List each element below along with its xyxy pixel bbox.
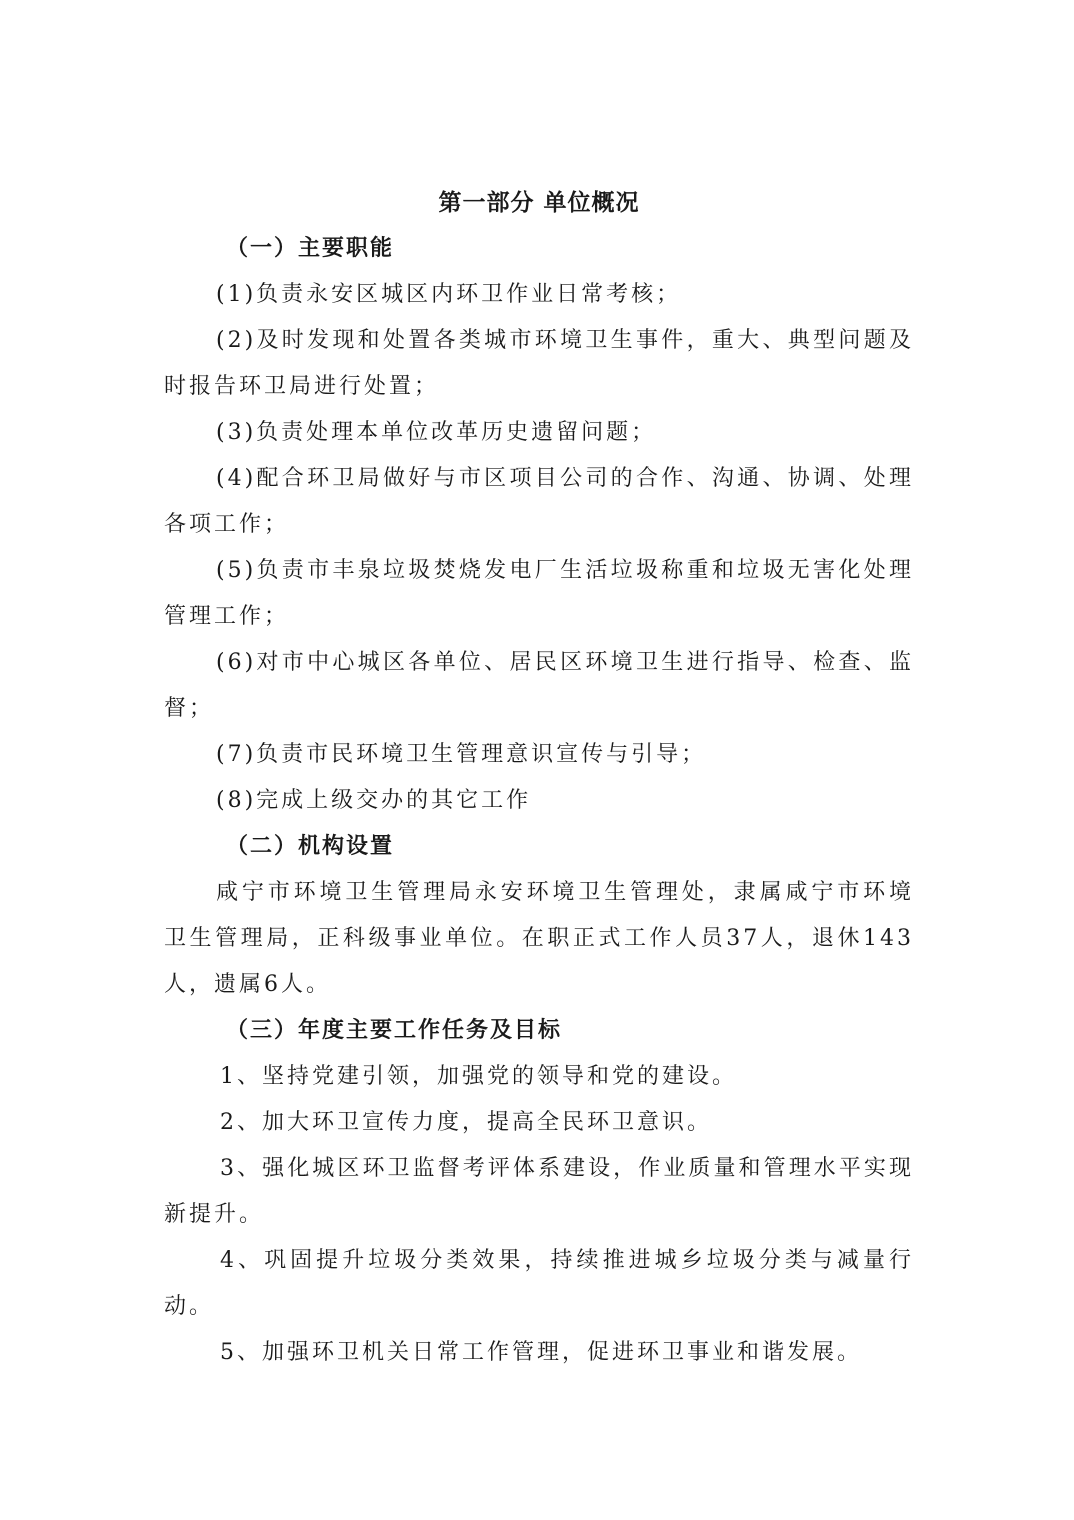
- function-item-2: (2)及时发现和处置各类城市环境卫生事件，重大、典型问题及时报告环卫局进行处置；: [164, 328, 914, 399]
- goal-item-3: 3、强化城区环卫监督考评体系建设，作业质量和管理水平实现新提升。: [164, 1156, 914, 1227]
- page-title: 第一部分 单位概况: [438, 190, 640, 216]
- function-item-3: (3)负责处理本单位改革历史遗留问题；: [216, 420, 657, 445]
- function-item-8: (8)完成上级交办的其它工作: [216, 788, 532, 813]
- section-heading-goals: （三）年度主要工作任务及目标: [226, 1018, 563, 1043]
- function-item-5: (5)负责市丰泉垃圾焚烧发电厂生活垃圾称重和垃圾无害化处理管理工作；: [164, 558, 914, 629]
- goal-item-1: 1、坚持党建引领，加强党的领导和党的建设。: [220, 1064, 737, 1089]
- function-item-6: (6)对市中心城区各单位、居民区环境卫生进行指导、检查、监督；: [164, 650, 914, 721]
- goal-item-2: 2、加大环卫宣传力度，提高全民环卫意识。: [220, 1110, 712, 1135]
- function-item-1: (1)负责永安区城区内环卫作业日常考核；: [216, 282, 682, 307]
- goal-item-4: 4、巩固提升垃圾分类效果，持续推进城乡垃圾分类与减量行动。: [164, 1248, 914, 1319]
- organization-paragraph: 咸宁市环境卫生管理局永安环境卫生管理处，隶属咸宁市环境卫生管理局，正科级事业单位。在职正式工作人员37人，退休143人，遗属6人。: [164, 880, 914, 997]
- document-body: [164, 180, 914, 1376]
- section-heading-organization: （二）机构设置: [226, 834, 395, 859]
- function-item-4: (4)配合环卫局做好与市区项目公司的合作、沟通、协调、处理各项工作；: [164, 466, 914, 537]
- goal-item-5: 5、加强环卫机关日常工作管理，促进环卫事业和谐发展。: [220, 1340, 862, 1365]
- section-heading-functions: （一）主要职能: [226, 236, 395, 261]
- function-item-7: (7)负责市民环境卫生管理意识宣传与引导；: [216, 742, 707, 767]
